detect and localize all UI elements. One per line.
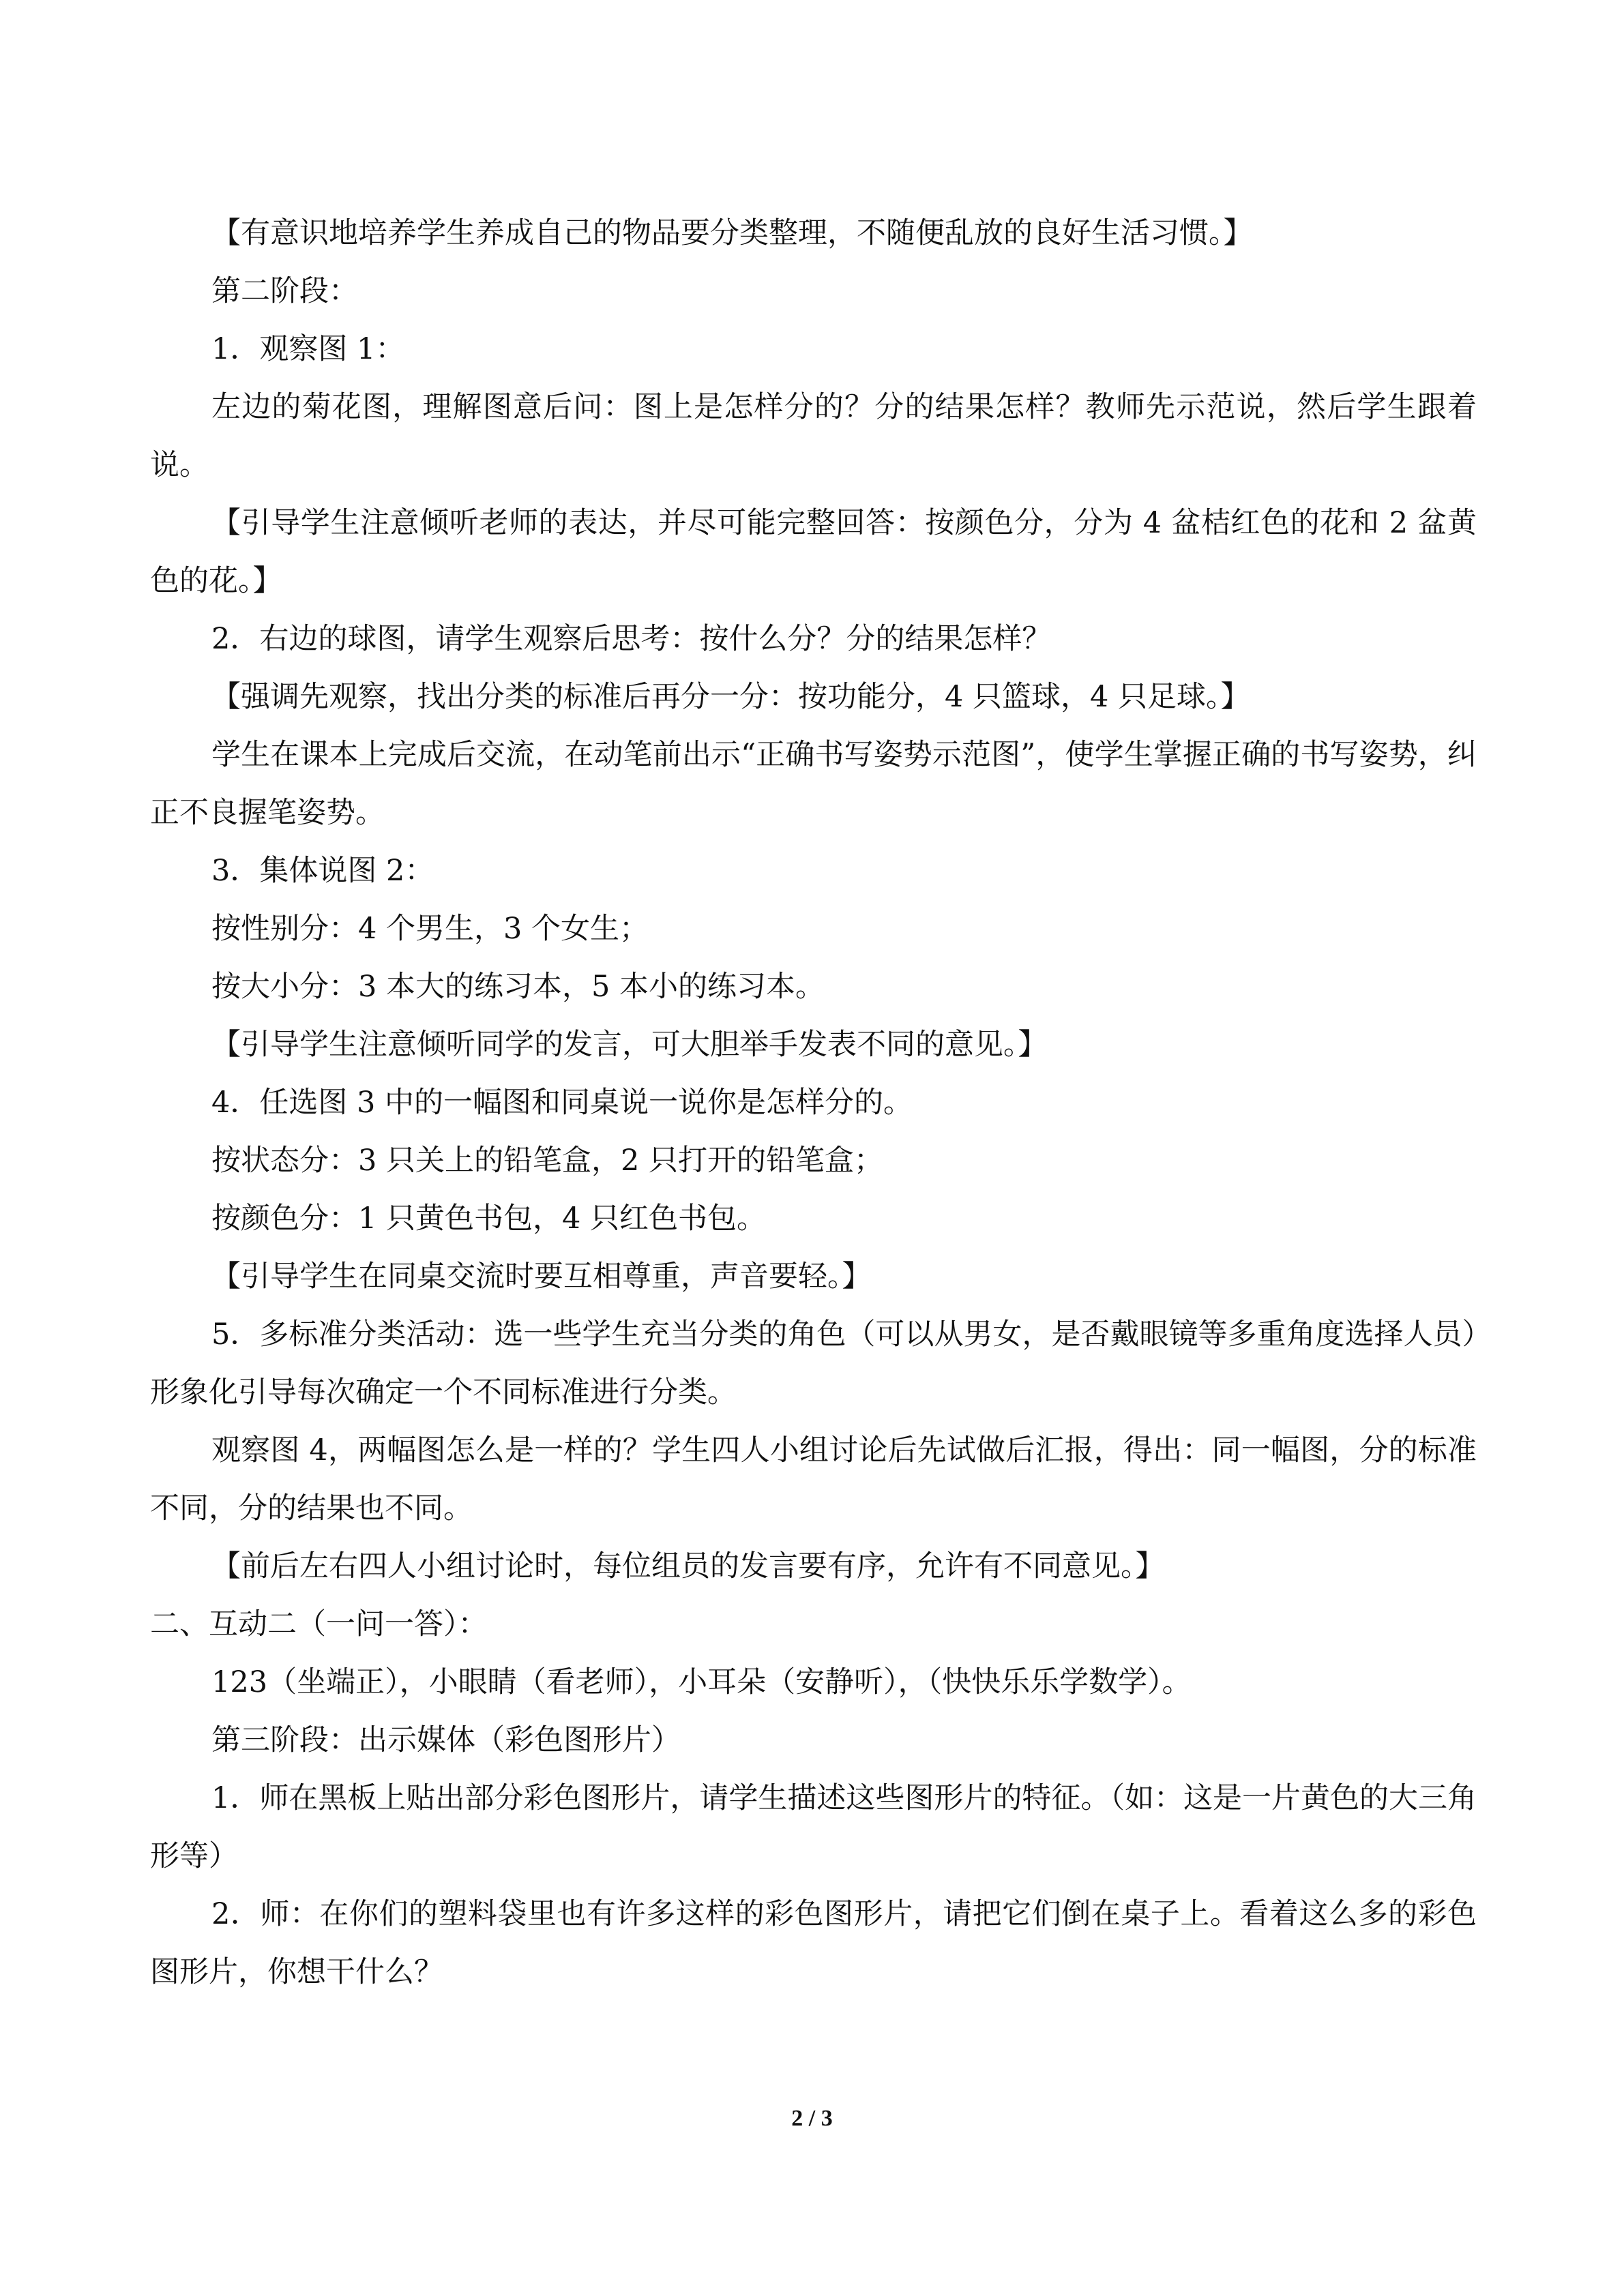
paragraph-multi-standard: 5．多标准分类活动：选一些学生充当分类的角色（可以从男女，是否戴眼镜等多重角度选择人员）形象化引导每次确定一个不同标准进行分类。: [150, 1317, 1477, 1410]
paragraph-figure-4: 观察图 4，两幅图怎么是一样的？学生四人小组讨论后先试做后汇报，得出：同一幅图，分的标准不同，分的结果也不同。: [150, 1433, 1477, 1525]
paragraph-figure-2: 3．集体说图 2：: [211, 854, 434, 888]
paragraph-by-gender: 按性别分：4 个男生，3 个女生；: [211, 912, 649, 946]
paragraph-speak-note: 【引导学生注意倾听同学的发言，可大胆举手发表不同的意见。】: [211, 1028, 1048, 1062]
paragraph-habit-note: 【有意识地培养学生养成自己的物品要分类整理，不随便乱放的良好生活习惯。】: [211, 216, 1253, 250]
paragraph-by-state: 按状态分：3 只关上的铅笔盒，2 只打开的铅笔盒；: [211, 1144, 884, 1178]
page-number: 2 / 3: [791, 2106, 833, 2131]
paragraph-ball-figure: 2．右边的球图，请学生观察后思考：按什么分？分的结果怎样？: [211, 622, 1052, 656]
paragraph-figure-3: 4．任选图 3 中的一幅图和同桌说一说你是怎样分的。: [211, 1086, 913, 1120]
paragraph-chant: 123（坐端正），小眼睛（看老师），小耳朵（安静听），（快快乐乐学数学）。: [211, 1665, 1192, 1699]
paragraph-respect-note: 【引导学生在同桌交流时要互相尊重，声音要轻。】: [211, 1259, 872, 1294]
section-heading-interaction-two: 二、互动二（一问一答）：: [150, 1607, 488, 1641]
paragraph-by-size: 按大小分：3 本大的练习本，5 本小的练习本。: [211, 970, 825, 1004]
document-body: [150, 205, 1477, 2001]
paragraph-writing-posture: 学生在课本上完成后交流，在动笔前出示“正确书写姿势示范图”，使学生掌握正确的书写姿势，纠正不良握笔姿势。: [150, 738, 1477, 830]
paragraph-listening-note: 【引导学生注意倾听老师的表达，并尽可能完整回答：按颜色分，分为 4 盆桔红色的花和 2 盆黄色的花。】: [150, 506, 1477, 598]
paragraph-chrysanthemum: 左边的菊花图，理解图意后问：图上是怎样分的？分的结果怎样？教师先示范说，然后学生跟着说。: [150, 390, 1477, 482]
paragraph-by-color: 按颜色分：1 只黄色书包，4 只红色书包。: [211, 1202, 767, 1236]
paragraph-observe-figure-1: 1．观察图 1：: [211, 332, 405, 366]
paragraph-blackboard-shapes: 1．师在黑板上贴出部分彩色图形片，请学生描述这些图形片的特征。（如：这是一片黄色的大三角形等）: [150, 1781, 1477, 1873]
paragraph-stage-three: 第三阶段：出示媒体（彩色图形片）: [211, 1723, 681, 1757]
paragraph-observe-note: 【强调先观察，找出分类的标准后再分一分：按功能分，4 只篮球，4 只足球。】: [211, 680, 1250, 714]
paragraph-stage-two: 第二阶段：: [211, 274, 358, 308]
paragraph-group-note: 【前后左右四人小组讨论时，每位组员的发言要有序，允许有不同意见。】: [211, 1549, 1165, 1583]
paragraph-plastic-bag: 2．师：在你们的塑料袋里也有许多这样的彩色图形片，请把它们倒在桌子上。看着这么多的彩色图形片，你想干什么？: [150, 1897, 1477, 1989]
